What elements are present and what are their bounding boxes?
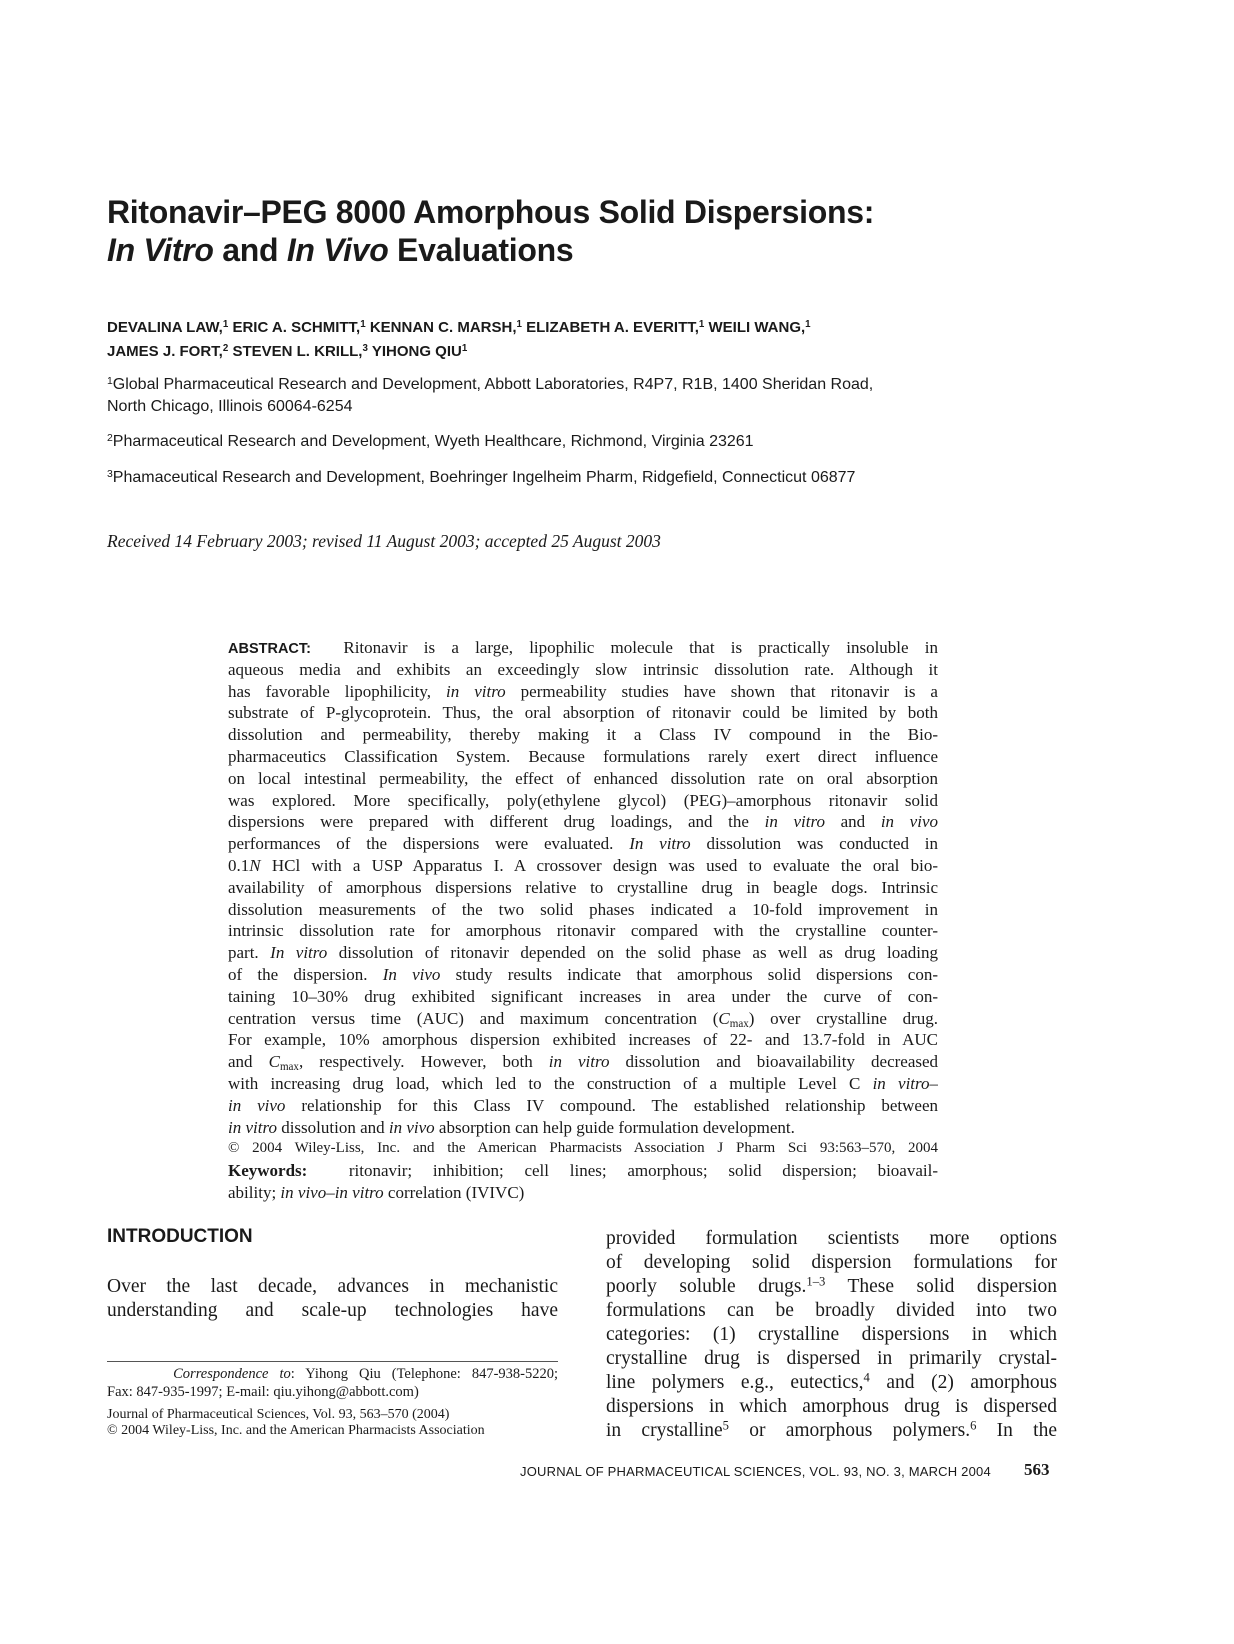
text-run: performances of the dispersions were evaluated. (228, 834, 630, 854)
text-run: aqueous media and exhibits an exceedingly slow intrinsic dissolution rate. Although it (228, 659, 938, 679)
text-line (606, 1395, 1057, 1419)
text-run: Global Pharmaceutical Research and Development, Abbott Laboratories, R4P7, R1B, 1400 Sheridan Road, (112, 376, 874, 393)
text-run: dissolution and permeability, thereby making it a Class IV compound in the Bio- (228, 725, 938, 745)
text-run: dispersions were prepared with different drug loadings, and the (228, 812, 765, 832)
text-run: 3 (362, 343, 368, 355)
text-line (228, 1117, 938, 1139)
text-run: Over the last decade, advances in mechanistic (107, 1276, 558, 1297)
text-run: 3 (107, 468, 113, 480)
text-run: crystalline drug is dispersed in primarily crystal- (606, 1348, 1057, 1369)
text-run: N (249, 855, 261, 875)
text-run: ERIC A. SCHMITT, (228, 319, 361, 336)
text-run: was explored. More specifically, poly(ethylene glycol) (PEG)–amorphous ritonavir solid (228, 790, 938, 810)
text-line (107, 340, 811, 364)
text-run: 1 (222, 319, 229, 331)
text-run: In vitro (629, 834, 691, 854)
text-line (228, 659, 938, 681)
text-run: max (279, 1060, 299, 1073)
text-line (228, 855, 938, 877)
section-heading-introduction: INTRODUCTION (107, 1226, 253, 1247)
text-run: 2 (107, 432, 113, 444)
text-line (228, 702, 938, 724)
text-run: and (2) amorphous (869, 1372, 1057, 1393)
text-line (107, 1384, 558, 1402)
text-run: in crystalline (606, 1420, 723, 1441)
text-run: Fax: 847-935-1997; E-mail: qiu.yihong@abbott.com) (107, 1383, 419, 1400)
text-run: intrinsic dissolution rate for amorphous ritonavir compared with the crystalline counter- (228, 921, 938, 941)
text-run: line polymers e.g., eutectics, (606, 1372, 864, 1393)
text-line (228, 1051, 938, 1073)
text-run: or amorphous polymers. (728, 1420, 971, 1441)
text-line (228, 986, 938, 1008)
text-line (228, 833, 938, 855)
text-line (107, 1299, 558, 1323)
text-line (228, 1160, 938, 1182)
text-run: ritonavir; inhibition; cell lines; amorphous; solid dispersion; bioavail- (307, 1161, 938, 1181)
text-run: understanding and scale-up technologies have (107, 1300, 558, 1321)
text-line (606, 1299, 1057, 1323)
text-run: Ritonavir–PEG 8000 Amorphous Solid Dispersions: (107, 194, 875, 230)
text-line (228, 637, 938, 659)
text-line (107, 1275, 558, 1299)
text-run: max (729, 1017, 749, 1030)
text-run: , respectively. However, both (298, 1052, 549, 1072)
text-run: 5 (722, 1419, 729, 1433)
text-run: dissolution was conducted in (690, 834, 938, 854)
text-run: in vitro– (872, 1073, 938, 1093)
text-run: 4 (863, 1371, 870, 1385)
text-run: dissolution and (276, 1117, 389, 1137)
text-run: 1 (107, 375, 113, 387)
text-line (107, 374, 873, 396)
text-line (606, 1419, 1057, 1443)
text-run: : Yihong Qiu (Telephone: 847-938-5220; (290, 1366, 558, 1382)
page-number: 563 (1024, 1460, 1050, 1479)
text-run: In Vivo (286, 232, 389, 268)
text-run: dissolution measurements of the two solid phases indicated a 10-fold improvement in (228, 899, 938, 919)
text-run: ELIZABETH A. EVERITT, (521, 319, 699, 336)
text-line (107, 467, 855, 489)
text-run: part. (228, 943, 271, 963)
text-line (228, 942, 938, 964)
text-run: availability of amorphous dispersions relative to crystalline drug in beagle dogs. Intrinsic (228, 877, 938, 897)
text-run: and (228, 1052, 269, 1072)
text-run: 1 (360, 319, 366, 331)
text-run: 1 (805, 319, 811, 331)
correspondence-footnote (107, 1366, 558, 1401)
text-run: poorly soluble drugs. (606, 1276, 807, 1297)
text-run: These solid dispersion (825, 1276, 1057, 1297)
abstract (228, 637, 938, 1204)
text-run: C (718, 1008, 730, 1028)
text-line (606, 1251, 1057, 1275)
text-run: In vitro (270, 943, 328, 963)
text-run: In Vitro (107, 232, 214, 268)
text-run: in vitro (764, 812, 825, 832)
text-run: on local intestinal permeability, the effect of enhanced dissolution rate on oral absorption (228, 768, 938, 788)
text-run: Correspondence to (173, 1366, 291, 1382)
text-run: correlation (IVIVC) (383, 1182, 525, 1202)
text-line (228, 724, 938, 746)
text-line (228, 899, 938, 921)
text-run: in vitro (446, 681, 506, 701)
journal-copyright-line: © 2004 Wiley-Liss, Inc. and the American Pharmacists Association (107, 1422, 485, 1438)
text-run: 1 (516, 319, 522, 331)
text-run: Phamaceutical Research and Development, Boehringer Ingelheim Pharm, Ridgefield, Connecticut 06877 (112, 469, 856, 486)
text-run: dispersions in which amorphous drug is dispersed (606, 1396, 1057, 1417)
text-line (107, 316, 811, 340)
text-line (107, 396, 873, 418)
text-line (228, 1073, 938, 1095)
text-run: and (824, 812, 881, 832)
text-line (107, 231, 874, 269)
text-run: 2 (222, 343, 229, 355)
text-run: Ritonavir is a large, lipophilic molecule that is practically insoluble in (310, 638, 938, 657)
text-run: North Chicago, Illinois 60064-6254 (107, 398, 353, 415)
text-run: dissolution and bioavailability decreased (609, 1052, 938, 1072)
text-run: with increasing drug load, which led to the construction of a multiple Level C (228, 1073, 873, 1093)
text-line (228, 811, 938, 833)
text-run: ) over crystalline drug. (748, 1008, 938, 1028)
text-run: Pharmaceutical Research and Development, Wyeth Healthcare, Richmond, Virginia 23261 (112, 433, 754, 450)
text-line (228, 964, 938, 986)
footnote-rule (107, 1361, 558, 1362)
text-run: Evaluations (388, 232, 574, 268)
text-run: 1 (698, 319, 705, 331)
right-column-text (606, 1227, 1057, 1443)
text-run: has favorable lipophilicity, (228, 681, 447, 701)
text-run: For example, 10% amorphous dispersion exhibited increases of 22- and 13.7-fold in AUC (228, 1030, 938, 1050)
abstract-copyright: © 2004 Wiley-Liss, Inc. and the American Pharmacists Association J Pharm Sci 93:563–570, 2004 (228, 1140, 938, 1157)
text-run: in vitro (228, 1117, 277, 1137)
text-run: ability; (228, 1182, 281, 1202)
text-line (228, 1182, 938, 1204)
text-run: in vivo–in vitro (280, 1182, 384, 1202)
text-run: dissolution of ritonavir depended on the solid phase as well as drug loading (327, 943, 938, 963)
text-run: 1 (461, 343, 468, 355)
text-line (606, 1347, 1057, 1371)
text-run: in vivo (228, 1095, 286, 1115)
text-line (228, 877, 938, 899)
text-run: HCl with a USP Apparatus I. A crossover design was used to evaluate the oral bio- (260, 855, 938, 875)
text-run: absorption can help guide formulation development. (434, 1117, 795, 1137)
text-run: study results indicate that amorphous solid dispersions con- (440, 964, 938, 984)
text-line (228, 746, 938, 768)
text-run: KENNAN C. MARSH, (365, 319, 517, 336)
text-run: C (268, 1052, 280, 1072)
text-run: taining 10–30% drug exhibited significant increases in area under the curve of con- (228, 986, 938, 1006)
text-line (107, 431, 754, 453)
article-title (107, 193, 874, 269)
text-line (228, 681, 938, 703)
text-run: in vivo (880, 812, 938, 832)
text-line (228, 790, 938, 812)
left-column-text (107, 1275, 558, 1323)
text-run: centration versus time (AUC) and maximum concentration ( (228, 1008, 719, 1028)
text-run: formulations can be broadly divided into two (606, 1300, 1057, 1321)
text-run: JAMES J. FORT, (107, 343, 223, 360)
text-run: of developing solid dispersion formulations for (606, 1252, 1057, 1273)
affiliation-1 (107, 374, 873, 418)
affiliation-2 (107, 431, 754, 453)
text-line (606, 1323, 1057, 1347)
abstract-body (228, 637, 938, 1138)
text-line (228, 1095, 938, 1117)
text-run: STEVEN L. KRILL, (228, 343, 363, 360)
text-run: in vitro (548, 1052, 610, 1072)
text-line (228, 768, 938, 790)
keywords (228, 1160, 938, 1204)
text-line (228, 1008, 938, 1030)
running-footer: JOURNAL OF PHARMACEUTICAL SCIENCES, VOL. 93, NO. 3, MARCH 2004 (520, 1464, 991, 1479)
text-run: 1–3 (806, 1275, 826, 1289)
text-run: WEILI WANG, (704, 319, 806, 336)
journal-citation-line: Journal of Pharmaceutical Sciences, Vol. 93, 563–570 (2004) (107, 1407, 450, 1422)
text-run: DEVALINA LAW, (107, 319, 223, 336)
text-line (107, 193, 874, 231)
text-run: and (213, 232, 287, 268)
text-line (228, 1029, 938, 1051)
text-run: pharmaceutics Classification System. Because formulations rarely exert direct influence (228, 746, 938, 766)
author-list (107, 316, 811, 364)
text-line (606, 1371, 1057, 1395)
text-run: categories: (1) crystalline dispersions in which (606, 1324, 1057, 1345)
text-run: 6 (970, 1419, 977, 1433)
text-run (107, 1366, 173, 1382)
text-line (228, 920, 938, 942)
text-run: of the dispersion. (228, 964, 383, 984)
text-run: provided formulation scientists more options (606, 1228, 1057, 1249)
text-run: In the (976, 1420, 1057, 1441)
text-line (606, 1275, 1057, 1299)
text-line (107, 1366, 558, 1384)
text-run: in vivo (388, 1117, 435, 1137)
text-run: relationship for this Class IV compound. The established relationship between (285, 1095, 938, 1115)
journal-citation (107, 1407, 485, 1438)
text-run: Keywords: (228, 1161, 308, 1181)
received-dates: Received 14 February 2003; revised 11 August 2003; accepted 25 August 2003 (107, 531, 661, 551)
text-run: YIHONG QIU (367, 343, 462, 360)
text-run: ABSTRACT: (228, 641, 311, 657)
text-run: 0.1 (228, 855, 250, 875)
affiliation-3 (107, 467, 855, 489)
text-run: substrate of P-glycoprotein. Thus, the oral absorption of ritonavir could be limited by both (228, 703, 938, 723)
text-run: permeability studies have shown that ritonavir is a (505, 681, 938, 701)
text-line (606, 1227, 1057, 1251)
text-run: In vivo (382, 964, 441, 984)
